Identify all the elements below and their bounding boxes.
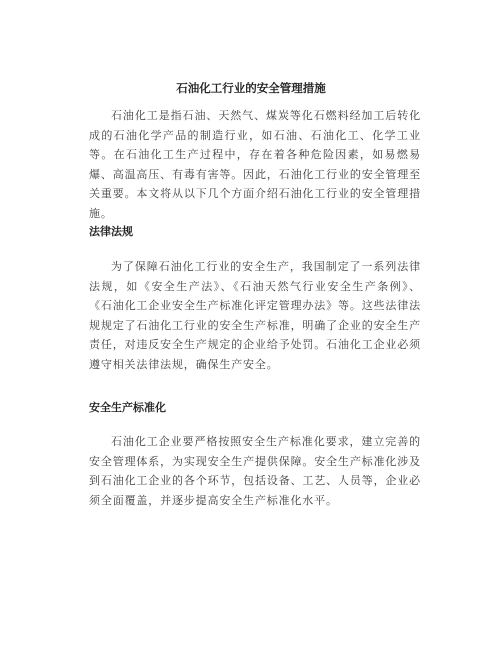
intro-paragraph: 石油化工是指石油、天然气、煤炭等化石燃料经加工后转化成的石油化学产品的制造行业，如石油、石油化工、化学工业等。在石油化工生产过程中，存在着各种危险因素，如易燃易爆、高温高压、有毒有害等。因此，石油化工行业的安全管理至关重要。本文将从以下几个方面介绍石油化工行业的安全管理措施。	[89, 109, 421, 220]
document-title: 石油化工行业的安全管理措施	[176, 81, 326, 95]
section-body-laws: 为了保障石油化工行业的安全生产，我国制定了一系列法律法规，如《安全生产法》、《石油天然气行业安全生产条例》、《石油化工企业安全生产标准化评定管理办法》等。这些法律法规规定了石油化工行业的安全生产标准，明确了企业的安全生产责任，对违反安全生产规定的企业给予处罚。石油化工企业必须遵守相关法律法规，确保生产安全。	[89, 260, 421, 371]
section-heading-standardization: 安全生产标准化	[89, 401, 166, 414]
section-heading-laws: 法律法规	[89, 225, 133, 238]
section-body-standardization: 石油化工企业要严格按照安全生产标准化要求，建立完善的安全管理体系，为实现安全生产提供保障。安全生产标准化涉及到石油化工企业的各个环节，包括设备、工艺、人员等，企业必须全面覆盖，并逐步提高安全生产标准化水平。	[89, 435, 421, 507]
